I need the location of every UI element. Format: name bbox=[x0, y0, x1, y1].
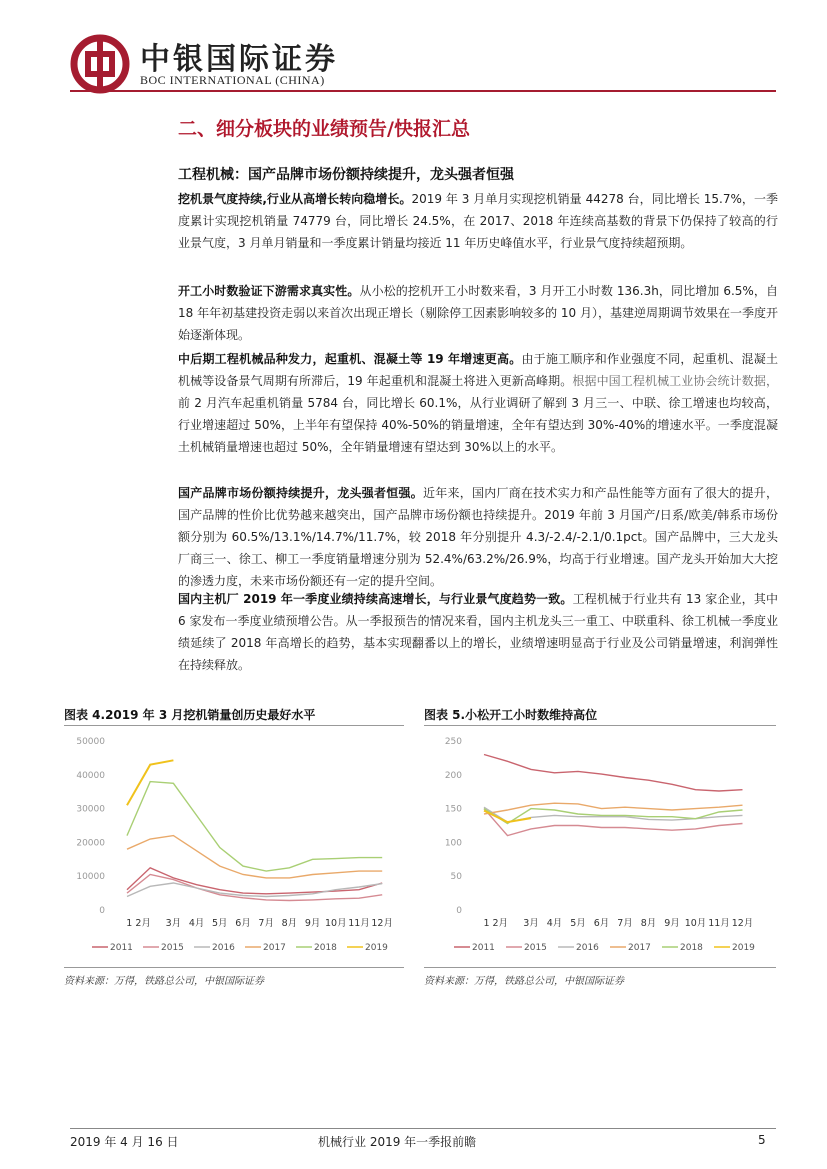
legend-label: 2016 bbox=[576, 943, 599, 953]
paragraph-body: 工程机械于行业共有 13 家企业，其中 6 家发布一季度业绩预增公告。从一季报预告的情况来看，国内主机龙头三一重工、中联重科、徐工机械一季度业绩延续了 2018 年高增长的趋势，基本实现翻番以上的增长，业绩增速明显高于行业及公司销量增速，利润弹性在持续释放。 bbox=[178, 592, 778, 672]
brand-name-en: BOC INTERNATIONAL (CHINA) bbox=[140, 73, 325, 87]
y-tick-label: 250 bbox=[444, 737, 462, 747]
x-tick-label: 4月 bbox=[188, 918, 205, 929]
series-line-2015 bbox=[484, 809, 743, 836]
x-tick-label: 12月 bbox=[371, 918, 393, 929]
x-tick-label: 4月 bbox=[546, 918, 563, 929]
x-tick-label: 9月 bbox=[664, 918, 680, 929]
x-tick-label: 8月 bbox=[640, 918, 657, 929]
x-tick-label: 1 2月 bbox=[483, 918, 509, 929]
footer-divider bbox=[70, 1128, 776, 1129]
x-tick-label: 11月 bbox=[348, 918, 370, 929]
paragraph-body: 近年来，国内厂商在技术实力和产品性能等方面有了很大的提升，国产品牌的性价比优势越来越突出，国产品牌市场份额也持续提升。2019 年前 3 月国产/日系/欧美/韩系市场份额分别为 60.5%/13.1%/14.7%/11.7%，较 2018 年分别提升 4.3/-2.4/-2.1/0.1pct。国产品牌中，三大龙头厂商三一、徐工、柳工一季度销量增速分别为 52.4%/63.2%/26.9%，均高于行业增速。国产龙头开始加大大挖的渗透力度，未来市场份额还有一定的提升空间。 bbox=[178, 486, 778, 588]
x-tick-label: 3月 bbox=[523, 918, 539, 929]
figure5-source: 资料来源：万得，铁路总公司，中银国际证券 bbox=[424, 976, 624, 987]
y-tick-label: 200 bbox=[444, 770, 462, 781]
figure5-top-rule bbox=[424, 725, 776, 726]
y-tick-label: 20000 bbox=[76, 838, 105, 849]
figure4-title: 图表 4.2019 年 3 月挖机销量创历史最好水平 bbox=[64, 708, 316, 722]
y-tick-label: 40000 bbox=[76, 770, 105, 781]
x-tick-label: 6月 bbox=[235, 918, 251, 929]
figure5-chart bbox=[424, 730, 776, 962]
paragraph-working-hours bbox=[178, 280, 778, 346]
paragraph-lead: 国内主机厂 2019 年一季度业绩持续高速增长，与行业景气度趋势一致。 bbox=[178, 592, 573, 606]
y-tick-label: 150 bbox=[444, 804, 462, 815]
paragraph-oem-earnings bbox=[178, 588, 778, 676]
boc-logo bbox=[70, 34, 130, 94]
header-divider bbox=[70, 90, 776, 92]
figure4-top-rule bbox=[64, 725, 404, 726]
footer-page-number: 5 bbox=[758, 1133, 766, 1147]
x-tick-label: 11月 bbox=[708, 918, 730, 929]
legend-label: 2011 bbox=[472, 943, 495, 953]
figure4-bottom-rule bbox=[64, 967, 404, 968]
legend-label: 2019 bbox=[365, 943, 388, 953]
paragraph-lead: 中后期工程机械品种发力，起重机、混凝土等 19 年增速更高。 bbox=[178, 352, 522, 366]
legend-label: 2016 bbox=[212, 943, 235, 953]
paragraph-crane-concrete bbox=[178, 348, 778, 458]
figure4-source: 资料来源：万得，铁路总公司，中银国际证券 bbox=[64, 976, 264, 987]
y-tick-label: 10000 bbox=[76, 872, 105, 883]
x-tick-label: 9月 bbox=[304, 918, 321, 929]
figure5-bottom-rule bbox=[424, 967, 776, 968]
y-tick-label: 0 bbox=[99, 906, 105, 916]
x-tick-label: 10月 bbox=[684, 918, 707, 929]
footer-report-title: 机械行业 2019 年一季报前瞻 bbox=[318, 1135, 477, 1149]
x-tick-label: 7月 bbox=[258, 918, 274, 929]
legend-label: 2018 bbox=[680, 943, 703, 953]
x-tick-label: 3月 bbox=[165, 918, 182, 929]
legend-label: 2015 bbox=[524, 943, 547, 953]
paragraph-body: 2019 年 3 月单月实现挖机销量 44278 台，同比增长 15.7%，一季度累计实现挖机销量 74779 台，同比增长 24.5%，在 2017、2018 年连续高基数的背景下仍保持了较高的行业景气度，3 月单月销量和一季度累计销量均接近 11 年历史峰值水平，行业景气度持续超预期。 bbox=[178, 192, 778, 250]
y-tick-label: 50000 bbox=[76, 737, 105, 747]
figure4-chart bbox=[64, 730, 404, 962]
legend-label: 2017 bbox=[628, 943, 651, 953]
series-line-2017 bbox=[127, 836, 382, 878]
footer-date: 2019 年 4 月 16 日 bbox=[70, 1135, 179, 1149]
x-tick-label: 6月 bbox=[593, 918, 610, 929]
series-line-2018 bbox=[127, 782, 382, 872]
boc-logo-icon bbox=[70, 34, 130, 94]
paragraph-lead: 挖机景气度持续,行业从高增长转向稳增长。 bbox=[178, 192, 412, 206]
paragraph-domestic-brands bbox=[178, 482, 778, 592]
y-tick-label: 30000 bbox=[76, 804, 105, 815]
x-tick-label: 5月 bbox=[212, 918, 228, 929]
y-tick-label: 0 bbox=[456, 906, 462, 916]
sub-title: 工程机械：国产品牌市场份额持续提升，龙头强者恒强 bbox=[178, 167, 514, 183]
paragraph-body-2: 前 2 月汽车起重机销量 5784 台，同比增长 60.1%，从行业调研了解到 3 月三一、中联、徐工增速也均较高，行业增速超过 50%，上半年有望保持 40%-50%的销量增速，全年有望达到 30%-40%的增速水平。一季度混凝土机械销量增速也超过 50%，全年销量增速有望达到 30%以上的水平。 bbox=[178, 396, 778, 454]
legend-label: 2015 bbox=[161, 943, 184, 953]
section-title: 二、细分板块的业绩预告/快报汇总 bbox=[178, 118, 470, 140]
x-tick-label: 8月 bbox=[281, 918, 298, 929]
brand-name-cn: 中银国际证券 bbox=[140, 42, 338, 77]
legend-label: 2018 bbox=[314, 943, 337, 953]
paragraph-lead: 开工小时数验证下游需求真实性。 bbox=[178, 284, 360, 298]
x-tick-label: 5月 bbox=[570, 918, 586, 929]
series-line-2016 bbox=[127, 883, 382, 897]
legend-label: 2011 bbox=[110, 943, 133, 953]
legend-label: 2019 bbox=[732, 943, 755, 953]
x-tick-label: 7月 bbox=[617, 918, 633, 929]
x-tick-label: 12月 bbox=[731, 918, 754, 929]
x-tick-label: 10月 bbox=[325, 918, 347, 929]
y-tick-label: 100 bbox=[444, 838, 462, 849]
y-tick-label: 50 bbox=[450, 872, 462, 883]
x-tick-label: 1 2月 bbox=[126, 918, 151, 929]
paragraph-body: 由于施工顺序和作业强度不同，起重机、混凝土机械等设备景气周期有所滞后，19 年起重机和混凝土将进入更新高峰期。 bbox=[178, 352, 778, 388]
paragraph-lead: 国产品牌市场份额持续提升，龙头强者恒强。 bbox=[178, 486, 423, 500]
series-line-2018 bbox=[484, 809, 743, 824]
series-line-2011 bbox=[484, 755, 743, 792]
paragraph-body: 从小松的挖机开工小时数来看，3 月开工小时数 136.3h，同比增加 6.5%，自 18 年年初基建投资走弱以来首次出现正增长（剔除停工因素影响较多的 10 月），基建逆周期调节效果在一季度开始逐渐体现。 bbox=[178, 284, 778, 342]
paragraph-body-grey: 根据中国工程机械工业协会统计数据， bbox=[572, 374, 778, 388]
legend-label: 2017 bbox=[263, 943, 286, 953]
figure5-title: 图表 5.小松开工小时数维持高位 bbox=[424, 708, 598, 722]
series-line-2017 bbox=[484, 803, 743, 814]
paragraph-excavator bbox=[178, 188, 778, 254]
